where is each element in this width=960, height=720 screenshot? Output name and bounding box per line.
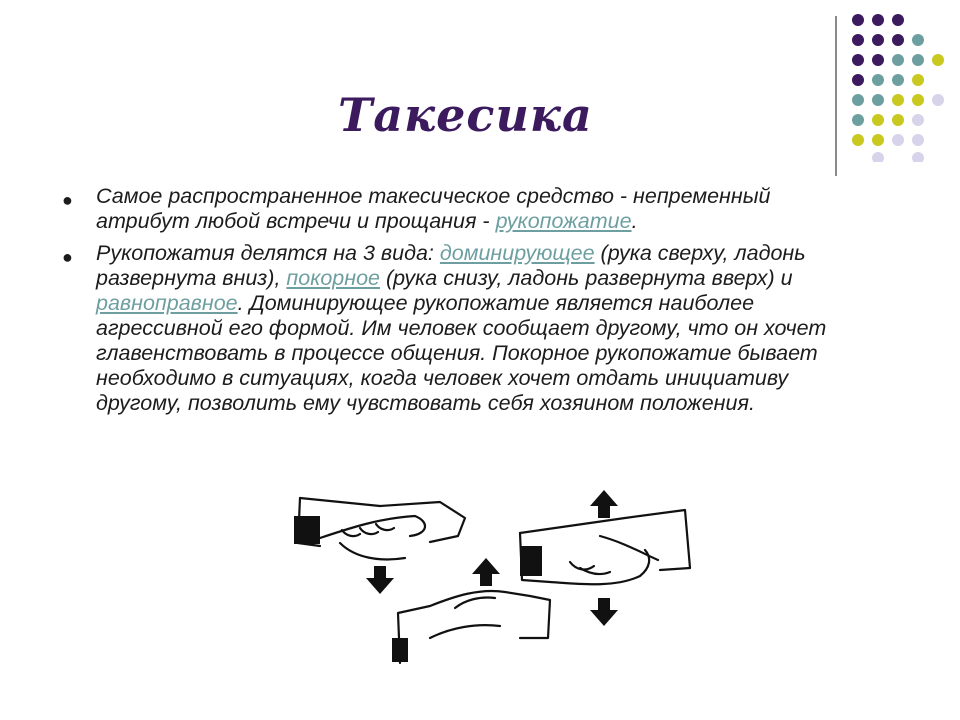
bullet-text: Самое распространенное такесическое средство - непременный атрибут любой встречи и прощания - — [96, 184, 771, 233]
arrow-up-icon — [590, 490, 618, 518]
bullet-dot-icon: ● — [62, 190, 73, 210]
slide-title: Такесика — [338, 88, 593, 142]
arrow-down-icon — [366, 566, 394, 594]
handshake-submissive-icon — [392, 591, 550, 663]
arrow-up-icon — [472, 558, 500, 586]
bullet-text: . Доминирующее рукопожатие является наиболее агрессивной его формой. Им человек сообщает другому, что он хочет главенствовать в процессе общения. Покорное рукопожатие бывает необходимо в ситуациях, когда человек хочет отдать инициативу другому, позволить ему чувствовать себя хозяином положения. — [96, 291, 827, 415]
bullet-item-handshake-types — [60, 241, 860, 416]
dot-row-1 — [852, 14, 904, 26]
bullet-item-handshake — [60, 184, 860, 234]
dot-row-7 — [852, 134, 924, 146]
dot-row-4 — [852, 74, 924, 86]
decorative-divider-line — [835, 16, 837, 176]
link-equal[interactable]: равноправное — [96, 291, 238, 315]
dot-row-6 — [852, 114, 924, 126]
link-dominant[interactable]: доминирующее — [439, 241, 595, 265]
dot-row-8 — [872, 152, 924, 162]
dot-row-3 — [852, 54, 944, 66]
decorative-dot-grid — [852, 12, 952, 162]
handshake-illustration-icon — [280, 488, 700, 678]
bullet-text: (рука сверху, ладонь развернута вниз), — [96, 241, 806, 290]
link-handshake[interactable]: рукопожатие — [495, 209, 632, 233]
bullet-text: . — [631, 209, 638, 233]
bullet-dot-icon: ● — [62, 247, 73, 267]
slide-body — [60, 184, 860, 423]
handshake-equal-icon — [520, 510, 690, 584]
arrow-down-icon — [590, 598, 618, 626]
bullet-text: Рукопожатия делятся на 3 вида: — [96, 241, 440, 265]
link-submissive[interactable]: покорное — [286, 266, 381, 290]
handshake-dominant-icon — [294, 498, 465, 559]
dot-row-5 — [852, 94, 944, 106]
dot-row-2 — [852, 34, 924, 46]
bullet-text: (рука снизу, ладонь развернута вверх) и — [380, 266, 793, 290]
